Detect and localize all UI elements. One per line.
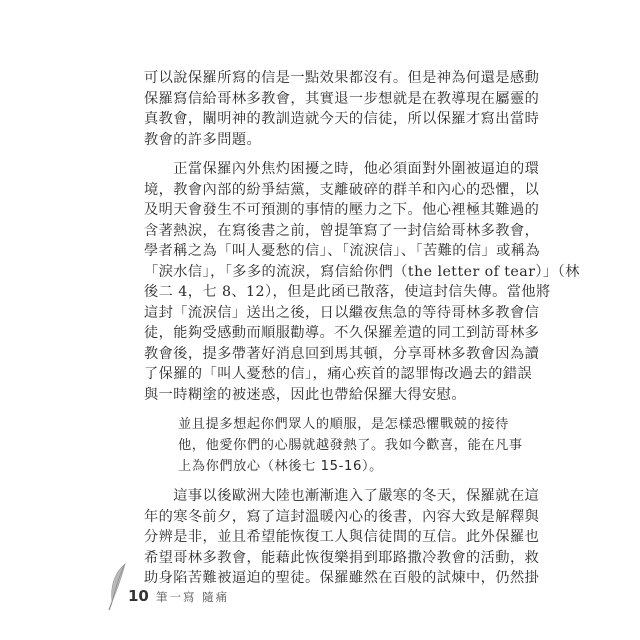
text-line: 與一時糊塗的被迷惑，因此也帶給保羅大得安慰。 xyxy=(144,386,467,403)
text-line: 教會後，提多帶著好消息回到馬其頓，分享哥林多教會因為讀 xyxy=(144,345,540,362)
text-line: 學者稱之為「叫人憂愁的信」、「流淚信」、「苦難的信」或稱為 xyxy=(144,243,541,259)
text-line: 這封「流淚信」送出之後，日以繼夜焦急的等待哥林多教會信 xyxy=(144,304,540,321)
text-line: 分辨是非，並且希望能恢復工人與信徒間的互信。此外保羅也 xyxy=(144,529,540,545)
text-line: 保羅寫信給哥林多教會，其實退一步想就是在教導現在屬靈的 xyxy=(144,90,540,107)
text-line: 這事以後歐洲大陸也漸漸進入了嚴寒的冬天，保羅就在這 xyxy=(144,488,540,504)
page-footer xyxy=(106,576,306,616)
text-line: 了保羅的「叫人憂愁的信」，痛心疾首的認罪悔改過去的錯誤 xyxy=(144,366,533,382)
scripture-quote xyxy=(178,414,523,477)
text-line: 真教會，闡明神的教訓造就今天的信徒，所以保羅才寫出當時 xyxy=(144,111,540,127)
text-line: 希望哥林多教會，能藉此恢復樂捐到耶路撒冷教會的活動，救 xyxy=(144,549,540,566)
text-line: 境，教會內部的紛爭結黨，支離破碎的群羊和內心的恐懼，以 xyxy=(144,181,540,198)
text-line: 正當保羅內外焦灼困擾之時，他必須面對外圍被逼迫的環 xyxy=(144,161,540,177)
paragraph-3 xyxy=(144,486,540,589)
text-line: 年的寒冬前夕，寫了這封溫暖內心的後書，內容大致是解釋與 xyxy=(144,508,540,525)
running-title: 筆一寫 隨痛 xyxy=(156,590,230,604)
text-line: 可以說保羅所寫的信是一點效果都沒有。但是神為何還是感動 xyxy=(144,70,540,86)
text-line: 徒，能夠受感動而順服勸導。不久保羅差遣的同工到訪哥林多 xyxy=(144,325,540,341)
quote-line: 他，他愛你們的心腸就越發熱了。我如今歡喜，能在凡事 xyxy=(178,438,523,453)
page-number: 10 xyxy=(128,587,149,605)
text-line: 教會的許多問題。 xyxy=(144,131,262,148)
paragraph-1 xyxy=(144,68,540,150)
text-line: 及明天會發生不可預測的事情的壓力之下。他心裡極其難過的 xyxy=(144,202,540,218)
page-body xyxy=(144,68,580,598)
quote-line: 並且提多想起你們眾人的順服，是怎樣恐懼戰兢的接待 xyxy=(178,417,509,432)
text-line: 含著熱淚，在寫後書之前，曾提筆寫了一封信給哥林多教會， xyxy=(144,222,540,239)
text-line: 後二 4，七 8、12），但是此函已散落，使這封信失傳。當他將 xyxy=(144,284,551,300)
paragraph-2 xyxy=(144,159,580,405)
text-line: 助身陷苦難被逼迫的聖徒。保羅雖然在百般的試煉中，仍然掛 xyxy=(144,570,540,586)
text-line: 「淚水信」，「多多的流淚，寫信給你們（the letter of tear）」（林 xyxy=(144,263,580,280)
quote-line: 上為你們放心（林後七 15-16）。 xyxy=(178,459,383,474)
quill-feather-icon xyxy=(106,562,128,612)
